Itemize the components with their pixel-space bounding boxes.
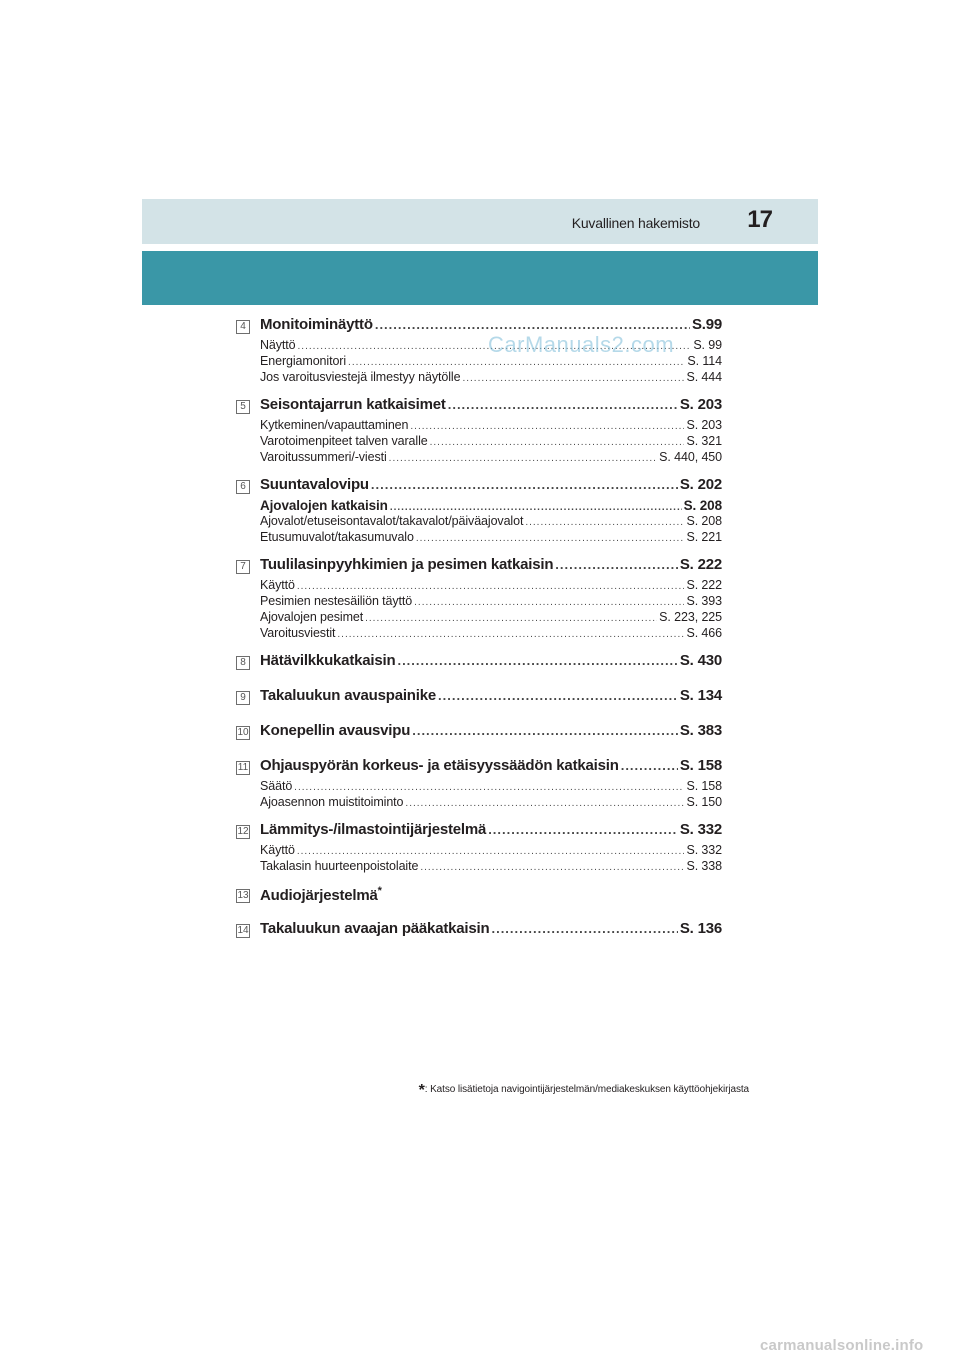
dot-leader — [371, 477, 678, 492]
callout-number: 13 — [237, 890, 249, 901]
page-reference[interactable]: S. 222 — [679, 556, 722, 573]
dot-leader — [412, 723, 678, 738]
entry-title-text: Konepellin avausvipu — [260, 722, 411, 739]
index-subentry[interactable] — [260, 610, 722, 626]
page-reference[interactable]: S. 136 — [679, 920, 722, 937]
index-entry[interactable] — [260, 556, 722, 578]
index-entry[interactable] — [260, 396, 722, 418]
subentry-label: Pesimien nestesäiliön täyttö — [260, 594, 413, 608]
entry-title — [260, 687, 436, 704]
header-band — [142, 199, 818, 244]
site-mark: carmanualsonline.info — [760, 1337, 924, 1354]
dot-leader — [621, 758, 678, 773]
dot-leader — [389, 453, 657, 464]
index-subentry[interactable] — [260, 859, 722, 875]
index-subentry[interactable] — [260, 530, 722, 546]
index-section — [236, 476, 722, 546]
footnote-star: * — [418, 1082, 425, 1099]
subentry-label: Käyttö — [260, 843, 295, 857]
dot-leader — [488, 822, 678, 837]
index-entry[interactable] — [260, 722, 722, 744]
page-number: 17 — [747, 206, 772, 233]
dot-leader — [448, 397, 678, 412]
dot-leader — [462, 373, 684, 384]
dot-leader — [410, 421, 684, 432]
dot-leader — [420, 862, 684, 873]
dot-leader — [390, 502, 682, 513]
entry-title-text: Seisontajarrun katkaisimet — [260, 396, 446, 413]
entry-title — [260, 885, 382, 904]
entry-title-text: Takaluukun avauspainike — [260, 687, 437, 704]
subentry-label: Ajovalojen katkaisin — [260, 498, 388, 513]
index-subentry[interactable] — [260, 418, 722, 434]
index-subentry[interactable] — [260, 594, 722, 610]
dot-leader — [297, 581, 685, 592]
entry-title-text: Lämmitys-/ilmastointijärjestelmä — [260, 821, 487, 838]
subentry-label: Etusumuvalot/takasumuvalo — [260, 530, 414, 544]
callout-number: 11 — [237, 762, 249, 773]
index-subentry[interactable] — [260, 514, 722, 530]
page-reference[interactable]: S. 223, 225 — [659, 610, 722, 624]
page-reference[interactable]: S. 114 — [687, 354, 722, 368]
callout-number: 14 — [237, 925, 249, 936]
page-reference[interactable]: S. 393 — [686, 594, 722, 608]
footnote — [419, 1082, 749, 1100]
page-reference[interactable]: S. 440, 450 — [659, 450, 722, 464]
dot-leader — [438, 688, 678, 703]
callout-number: 8 — [236, 656, 250, 670]
watermark: CarManuals2.com — [488, 332, 675, 357]
entry-title-text: Monitoiminäyttö — [260, 316, 373, 333]
page-reference[interactable]: S. 332 — [679, 821, 722, 838]
page-reference[interactable]: S. 134 — [679, 687, 722, 704]
entry-title-text: Suuntavalovipu — [260, 476, 369, 493]
subentry-label: Varotoimenpiteet talven varalle — [260, 434, 428, 448]
entry-title-text: Hätävilkkukatkaisin — [260, 652, 396, 669]
page-reference[interactable]: S.99 — [691, 316, 722, 333]
index-section — [236, 556, 722, 642]
subentry-label: Takalasin huurteenpoistolaite — [260, 859, 419, 873]
page-reference[interactable]: S. 383 — [679, 722, 722, 739]
dot-leader — [416, 533, 685, 544]
index-subentry[interactable] — [260, 434, 722, 450]
index-entry[interactable] — [260, 821, 722, 843]
index-section — [236, 396, 722, 466]
index-subentry[interactable] — [260, 370, 722, 386]
entry-title — [260, 476, 369, 493]
index-subentry[interactable] — [260, 795, 722, 811]
page-reference[interactable]: S. 202 — [679, 476, 722, 493]
callout-number: 7 — [236, 560, 250, 574]
entry-title — [260, 396, 446, 413]
dot-leader — [414, 597, 684, 608]
page-reference[interactable]: S. 430 — [679, 652, 722, 669]
index-section — [236, 821, 722, 875]
section-title: Kuvallinen hakemisto — [571, 215, 700, 231]
dot-leader — [525, 517, 684, 528]
page-reference[interactable]: S. 444 — [686, 370, 722, 384]
page-reference[interactable]: S. 221 — [686, 530, 722, 544]
index-subentry[interactable] — [260, 843, 722, 859]
dot-leader — [555, 557, 678, 572]
page-reference[interactable]: S. 466 — [686, 626, 722, 640]
page-reference[interactable]: S. 150 — [686, 795, 722, 809]
subentry-label: Ajoasennon muistitoiminto — [260, 795, 404, 809]
subentry-label: Jos varoitusviestejä ilmestyy näytölle — [260, 370, 461, 384]
entry-title — [260, 757, 619, 774]
index-entry[interactable] — [260, 757, 722, 779]
page-reference[interactable]: S. 321 — [686, 434, 722, 448]
subentry-label: Näyttö — [260, 338, 296, 352]
dot-leader — [375, 317, 690, 332]
index-section — [236, 652, 722, 674]
index-subentry[interactable] — [260, 779, 722, 795]
subentry-label: Kytkeminen/vapauttaminen — [260, 418, 409, 432]
dot-leader — [348, 357, 685, 368]
entry-title-text: Takaluukun avaajan pääkatkaisin — [260, 920, 490, 937]
subentry-label: Ajovalojen pesimet — [260, 610, 364, 624]
dot-leader — [397, 653, 677, 668]
callout-number: 4 — [236, 320, 250, 334]
page-reference[interactable]: S. 332 — [686, 843, 722, 857]
index-section — [236, 687, 722, 709]
index-entry[interactable] — [260, 687, 722, 709]
callout-number: 5 — [236, 400, 250, 414]
subentry-label: Energiamonitori — [260, 354, 347, 368]
page-reference[interactable]: S. 99 — [693, 338, 722, 352]
dot-leader — [365, 613, 657, 624]
index-list — [236, 316, 722, 955]
entry-title — [260, 722, 410, 739]
page-reference[interactable]: S. 158 — [679, 757, 722, 774]
index-subentry[interactable] — [260, 578, 722, 594]
index-section — [236, 757, 722, 811]
index-subentry[interactable] — [260, 626, 722, 642]
page-reference[interactable]: S. 158 — [686, 779, 722, 793]
index-subentry[interactable] — [260, 498, 722, 514]
entry-title — [260, 556, 553, 573]
index-entry[interactable] — [260, 885, 722, 907]
entry-title-text: Ohjauspyörän korkeus- ja etäisyyssäädön katkaisin — [260, 757, 619, 774]
entry-title — [260, 821, 486, 838]
index-section — [236, 920, 722, 942]
dot-leader — [294, 782, 684, 793]
entry-title — [260, 652, 395, 669]
index-entry[interactable] — [260, 920, 722, 942]
dot-leader — [337, 629, 684, 640]
index-subentry[interactable] — [260, 450, 722, 466]
page-reference[interactable]: S. 203 — [686, 418, 722, 432]
page-reference[interactable]: S. 208 — [686, 514, 722, 528]
page-reference[interactable]: S. 203 — [679, 396, 722, 413]
entry-title-text: Audiojärjestelmä — [260, 887, 378, 904]
callout-number: 10 — [237, 727, 249, 738]
callout-number: 12 — [237, 826, 249, 837]
page-reference[interactable]: S. 338 — [686, 859, 722, 873]
dot-leader — [430, 437, 685, 448]
entry-title-text: Tuulilasinpyyhkimien ja pesimen katkaisin — [260, 556, 554, 573]
dot-leader — [491, 921, 677, 936]
index-entry[interactable] — [260, 476, 722, 498]
index-entry[interactable] — [260, 652, 722, 674]
callout-number: 6 — [236, 480, 250, 494]
teal-banner — [142, 251, 818, 305]
index-section — [236, 885, 722, 907]
entry-title — [260, 316, 373, 333]
dot-leader — [405, 798, 684, 809]
entry-title — [260, 920, 489, 937]
subentry-label: Käyttö — [260, 578, 295, 592]
index-section — [236, 722, 722, 744]
subentry-label: Varoitussummeri/-viesti — [260, 450, 387, 464]
footnote-marker: * — [377, 885, 382, 897]
subentry-label: Säätö — [260, 779, 293, 793]
subentry-label: Varoitusviestit — [260, 626, 336, 640]
dot-leader — [297, 846, 685, 857]
subentry-label: Ajovalot/etuseisontavalot/takavalot/päiväajovalot — [260, 514, 524, 528]
page-reference[interactable]: S. 222 — [686, 578, 722, 592]
footnote-text: : Katso lisätietoja navigointijärjestelmän/mediakeskuksen käyttöohjekirjasta — [424, 1084, 749, 1095]
page-reference[interactable]: S. 208 — [683, 498, 722, 513]
callout-number: 9 — [236, 691, 250, 705]
